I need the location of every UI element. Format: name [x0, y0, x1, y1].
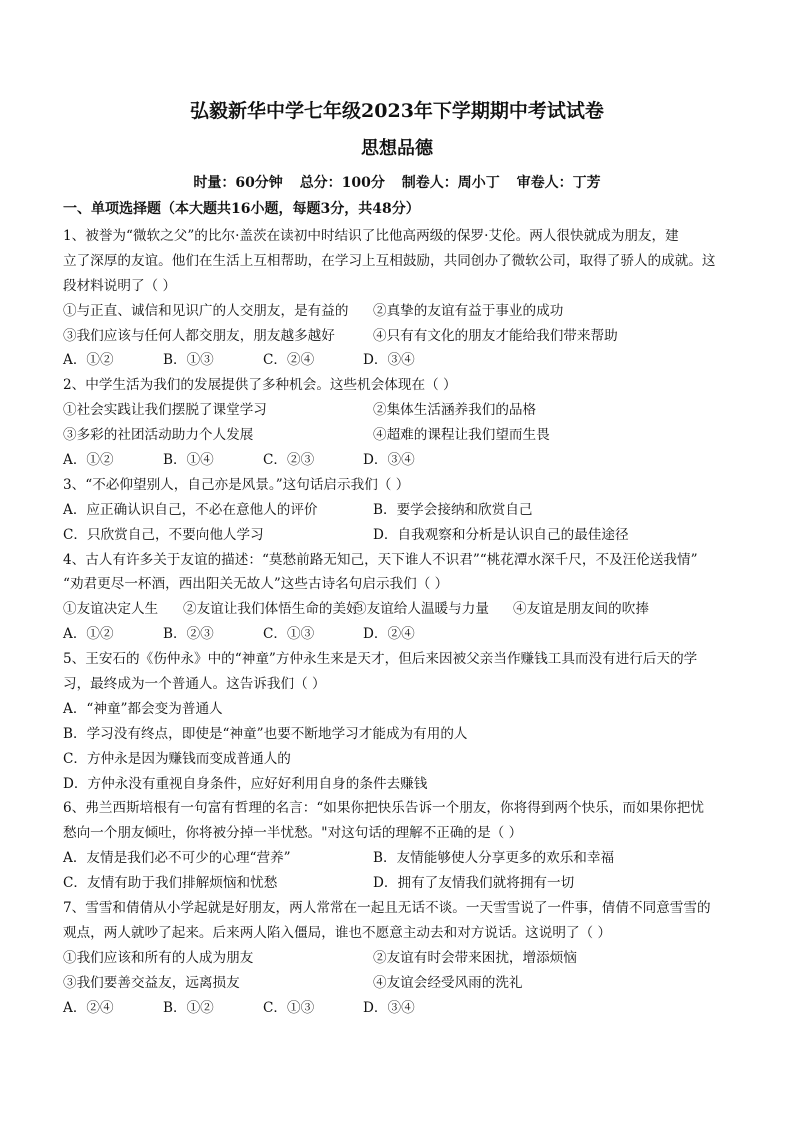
answer-option[interactable]: B．①③	[163, 352, 214, 369]
question-stem-line: 习，最终成为一个普通人。这告诉我们（ ）	[63, 676, 326, 693]
exam-maker: 制卷人：周小丁	[401, 175, 500, 191]
statement-row	[63, 722, 733, 747]
answer-option[interactable]: B．②③	[163, 626, 214, 643]
statement-item: ①社会实践让我们摆脱了课堂学习	[63, 402, 267, 419]
statement-row	[63, 747, 733, 772]
answer-option[interactable]: D．②④	[363, 626, 415, 643]
question-4	[63, 548, 733, 648]
question-3	[63, 473, 733, 548]
statement-item: ②集体生活涵养我们的品格	[373, 402, 537, 419]
answer-option[interactable]: A．①②	[63, 352, 114, 369]
exam-reviewer: 审卷人：丁芳	[516, 175, 601, 191]
question-stem-line: 2、中学生活为我们的发展提供了多种机会。这些机会体现在（ ）	[63, 377, 457, 394]
answer-option[interactable]: C．②④	[263, 352, 315, 369]
statement-row	[63, 846, 733, 871]
statement-item: ③我们应该与任何人都交朋友，朋友越多越好	[63, 327, 335, 344]
statement-row	[63, 299, 733, 324]
statement-item: ①与正直、诚信和见识广的人交朋友，是有益的	[63, 302, 349, 319]
statement-row	[63, 871, 733, 896]
question-stem-line: 愁向一个朋友倾吐，你将被分掉一半忧愁。"对这句话的理解不正确的是（ ）	[63, 825, 523, 842]
statement-item: ④只有有文化的朋友才能给我们带来帮助	[373, 327, 618, 344]
question-2	[63, 373, 733, 473]
statement-item: ③友谊给人温暖与力量	[353, 601, 489, 618]
statement-item: ③我们要善交益友，远离损友	[63, 974, 240, 991]
statement-row	[63, 597, 733, 622]
statement-item: A．应正确认识自己，不必在意他人的评价	[63, 501, 318, 518]
answer-option[interactable]: A．①②	[63, 626, 114, 643]
exam-info	[0, 172, 794, 192]
question-stem-line: 6、弗兰西斯培根有一句富有哲理的名言：“如果你把快乐告诉一个朋友，你将得到两个快乐，而如果你把忧	[63, 800, 704, 817]
statement-item: A．友情是我们必不可少的心理“营养”	[63, 850, 291, 867]
statement-item: C．只欣赏自己，不要向他人学习	[63, 526, 264, 543]
statement-row	[63, 772, 733, 797]
statement-item: ③多彩的社团活动助力个人发展	[63, 427, 254, 444]
statement-row	[63, 498, 733, 523]
question-stem-line: 5、王安石的《伤仲永》中的“神童”方仲永生来是天才，但后来因被父亲当作赚钱工具而没有进行后天的学	[63, 651, 698, 668]
answer-option[interactable]: C．①③	[263, 626, 315, 643]
statement-item: D．拥有了友情我们就将拥有一切	[373, 875, 575, 892]
statement-item: B．学习没有终点，即使是“神童”也要不断地学习才能成为有用的人	[63, 725, 468, 742]
answer-options	[63, 622, 733, 647]
statement-item: ④友谊会经受风雨的洗礼	[373, 974, 523, 991]
question-stem-line: 4、古人有许多关于友谊的描述：“莫愁前路无知己，天下谁人不识君”“桃花潭水深千尺，不及汪伦送我情”	[63, 551, 698, 568]
statement-row	[63, 523, 733, 548]
answer-option[interactable]: B．①②	[163, 999, 214, 1016]
answer-option[interactable]: B．①④	[163, 452, 214, 469]
statement-row	[63, 324, 733, 349]
question-list	[63, 224, 733, 1021]
answer-option[interactable]: A．②④	[63, 999, 114, 1016]
question-stem-line: 7、雪雪和倩倩从小学起就是好朋友，两人常常在一起且无话不谈。一天雪雪说了一件事，倩倩不同意雪雪的	[63, 900, 711, 917]
question-stem-line: 3、“不必仰望别人，自己亦是风景。”这句话启示我们（ ）	[63, 476, 410, 493]
statement-item: ①我们应该和所有的人成为朋友	[63, 949, 254, 966]
question-1	[63, 224, 733, 373]
statement-item: ②友谊有时会带来困扰，增添烦恼	[373, 949, 577, 966]
question-stem-line: 观点，两人就吵了起来。后来两人陷入僵局，谁也不愿意主动去和对方说话。这说明了（ ）	[63, 924, 612, 941]
section-heading: 一、单项选择题（本大题共16小题，每题3分，共48分）	[63, 201, 420, 217]
answer-option[interactable]: D．③④	[363, 352, 415, 369]
statement-item: ④超难的课程让我们望而生畏	[373, 427, 550, 444]
exam-score: 总分：100分	[299, 175, 385, 191]
answer-options	[63, 448, 733, 473]
answer-options	[63, 348, 733, 373]
question-stem-line: 段材料说明了（ ）	[63, 277, 177, 294]
statement-item: C．友情有助于我们排解烦恼和忧愁	[63, 875, 278, 892]
answer-option[interactable]: C．①③	[263, 999, 315, 1016]
statement-row	[63, 971, 733, 996]
question-stem-line: 1、被誉为“微软之父”的比尔·盖茨在读初中时结识了比他高两级的保罗·艾伦。两人很快就成为朋友，建	[63, 228, 679, 244]
question-stem-line: “劝君更尽一杯酒，西出阳关无故人”这些古诗名句启示我们（ ）	[63, 576, 449, 593]
statement-item: ①友谊决定人生	[63, 601, 159, 618]
question-5	[63, 647, 733, 796]
statement-item: B．要学会接纳和欣赏自己	[373, 501, 533, 518]
answer-option[interactable]: D．③④	[363, 452, 415, 469]
answer-option[interactable]: A．①②	[63, 452, 114, 469]
statement-item: D．自我观察和分析是认识自己的最佳途径	[373, 526, 629, 543]
statement-row	[63, 398, 733, 423]
exam-time: 时量：60分钟	[193, 175, 283, 191]
question-6	[63, 796, 733, 896]
statement-item: C．方仲永是因为赚钱而变成普通人的	[63, 750, 291, 767]
statement-item: D．方仲永没有重视自身条件，应好好利用自身的条件去赚钱	[63, 775, 428, 792]
statement-item: ②友谊让我们体悟生命的美好	[183, 601, 360, 618]
statement-item: A．“神童”都会变为普通人	[63, 700, 223, 717]
question-7	[63, 896, 733, 1020]
statement-row	[63, 946, 733, 971]
question-stem-line: 立了深厚的友谊。他们在生活上互相帮助，在学习上互相鼓励，共同创办了微软公司，取得了骄人的成就。这	[63, 252, 716, 269]
answer-option[interactable]: D．③④	[363, 999, 415, 1016]
exam-subject: 思想品德	[361, 138, 433, 159]
answer-options	[63, 996, 733, 1021]
exam-title: 弘毅新华中学七年级2023年下学期期中考试试卷	[190, 100, 604, 122]
statement-item: ④友谊是朋友间的吹捧	[513, 601, 649, 618]
statement-row	[63, 697, 733, 722]
answer-option[interactable]: C．②③	[263, 452, 315, 469]
statement-row	[63, 423, 733, 448]
statement-item: B．友情能够使人分享更多的欢乐和幸福	[373, 850, 615, 867]
statement-item: ②真挚的友谊有益于事业的成功	[373, 302, 564, 319]
